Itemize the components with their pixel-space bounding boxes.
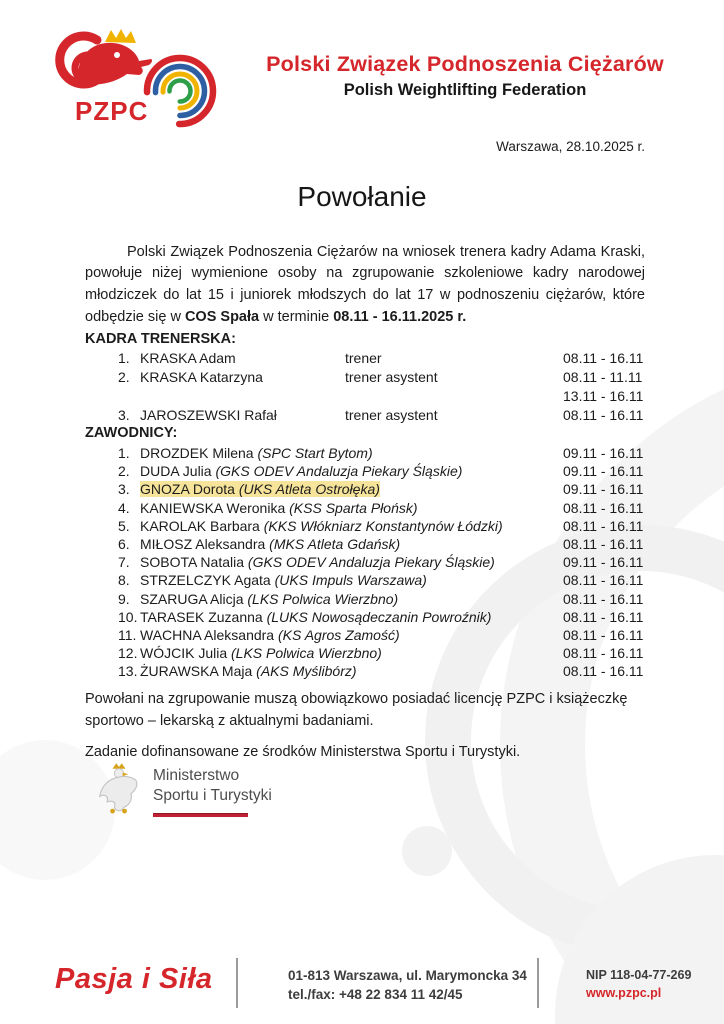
athlete-number: 5. — [118, 517, 130, 534]
license-note: Powołani na zgrupowanie muszą obowiązkowo posiadać licencję PZPC i książeczkę sportowo – lekarską z aktualnymi badaniami. — [85, 691, 628, 729]
intro-bold-dates: 08.11 - 16.11.2025 r. — [333, 308, 467, 325]
athlete-number: 4. — [118, 499, 130, 516]
athlete-dates: 09.11 - 16.11 — [563, 481, 644, 498]
document-title: Powołanie — [297, 181, 427, 212]
athlete-dates: 09.11 - 16.11 — [563, 445, 644, 461]
coach-dates-second: 13.11 - 16.11 — [563, 388, 644, 404]
intro-text: Polski Związek Podnoszenia Ciężarów na wniosek trenera kadry Adama Kraski, powołuje niżej wymienione osoby na zgrupowanie szkoleniowe kadry narodowej młodziczek do lat 15 i juniorek młodszych do lat 17 w podnoszeniu ciężarów, które odbędzie się w — [85, 243, 645, 325]
athlete-name: DUDA Julia — [140, 463, 212, 480]
footer-nip: NIP 118-04-77-269 — [586, 968, 692, 982]
ministry-logo — [96, 760, 272, 818]
funding-note: Zadanie dofinansowane ze środków Ministerstwa Sportu i Turystyki. — [85, 744, 521, 760]
athlete-dates: 08.11 - 16.11 — [563, 536, 644, 553]
athlete-number: 12. — [118, 645, 138, 662]
coach-name: KRASKA Katarzyna — [140, 369, 263, 385]
footer-address-line1: 01-813 Warszawa, ul. Marymoncka 34 — [288, 968, 527, 983]
athlete-club: (SPC Start Bytom) — [257, 445, 373, 461]
athlete-dates: 09.11 - 16.11 — [563, 554, 644, 571]
coach-number: 2. — [118, 369, 130, 385]
athlete-dates: 08.11 - 16.11 — [563, 645, 644, 662]
athlete-number: 9. — [118, 590, 130, 607]
footer-address — [288, 966, 527, 1004]
athlete-club: (GKS ODEV Andaluzja Piekary Śląskie) — [215, 463, 463, 480]
coach-number: 1. — [118, 350, 130, 366]
athlete-name: STRZELCZYK Agata — [140, 572, 271, 589]
athlete-dates: 08.11 - 16.11 — [563, 627, 644, 644]
athlete-dates: 08.11 - 16.11 — [563, 572, 644, 589]
athlete-club: (MKS Atleta Gdańsk) — [269, 536, 401, 553]
athlete-club: (KS Agros Zamość) — [277, 627, 400, 644]
ministry-name — [153, 760, 272, 817]
pzpc-logo-text: PZPC — [75, 96, 149, 126]
athlete-entry — [140, 553, 563, 571]
intro-paragraph — [85, 242, 645, 329]
coach-role: trener asystent — [345, 407, 438, 423]
athlete-entry — [140, 571, 563, 589]
coach-number: 3. — [118, 407, 130, 423]
ministry-name-line2: Sportu i Turystyki — [153, 787, 272, 804]
athlete-dates: 09.11 - 16.11 — [563, 463, 644, 480]
coach-name: JAROSZEWSKI Rafał — [140, 407, 277, 423]
athletes-list — [85, 444, 645, 681]
athlete-entry — [140, 590, 563, 608]
coach-name: KRASKA Adam — [140, 350, 236, 366]
intro-text-2: w terminie — [259, 308, 334, 325]
athlete-entry — [140, 462, 563, 480]
date-line: Warszawa, 28.10.2025 r. — [496, 139, 645, 154]
ministry-eagle-icon — [96, 760, 142, 818]
athlete-dates: 08.11 - 16.11 — [563, 517, 644, 534]
coaches-heading: KADRA TRENERSKA: — [85, 331, 236, 347]
footer-slogan: Pasja i Siła — [55, 963, 213, 995]
athlete-name: SOBOTA Natalia — [140, 554, 245, 571]
athlete-entry — [140, 608, 563, 626]
athlete-club: (LUKS Nowosądeczanin Powroźnik) — [266, 608, 492, 625]
athletes-section — [85, 424, 645, 681]
athlete-entry — [140, 517, 563, 535]
athlete-number: 11. — [118, 627, 137, 644]
pzpc-logo-icon — [45, 28, 217, 132]
athlete-club: (KSS Sparta Płońsk) — [289, 499, 418, 516]
athlete-entry — [140, 626, 563, 644]
closing-notes — [85, 688, 645, 763]
footer-website-link: www.pzpc.pl — [586, 986, 662, 1000]
athlete-number: 3. — [118, 481, 130, 498]
coach-dates: 08.11 - 16.11 — [563, 407, 644, 423]
athlete-club: (UKS Impuls Warszawa) — [274, 572, 427, 589]
athlete-number: 1. — [118, 445, 130, 461]
athlete-dates: 08.11 - 16.11 — [563, 590, 644, 607]
athlete-entry — [140, 535, 563, 553]
intro-bold-location: COS Spała — [184, 308, 260, 325]
coach-role: trener — [345, 350, 382, 366]
athlete-name: DROZDEK Milena — [140, 445, 254, 461]
athlete-entry — [140, 644, 563, 662]
athlete-dates: 08.11 - 16.11 — [563, 499, 644, 516]
athlete-club: (LKS Polwica Wierzbno) — [247, 590, 399, 607]
athlete-name: ŻURAWSKA Maja — [140, 663, 253, 680]
footer-divider — [236, 958, 238, 1008]
athlete-club: (LKS Polwica Wierzbno) — [231, 645, 382, 662]
coaches-section — [85, 330, 645, 425]
athlete-number: 7. — [118, 554, 130, 571]
coach-dates: 08.11 - 16.11 — [563, 350, 644, 366]
athlete-dates: 08.11 - 16.11 — [563, 608, 644, 625]
org-name-english: Polish Weightlifting Federation — [343, 81, 587, 99]
footer-nip-block — [586, 966, 691, 1002]
athlete-highlighted-entry — [140, 481, 380, 497]
athlete-entry — [140, 444, 563, 462]
athlete-number: 8. — [118, 572, 130, 589]
athlete-name: SZARUGA Alicja — [140, 590, 244, 607]
athlete-number: 13. — [118, 663, 138, 680]
org-name-polish: Polski Związek Podnoszenia Ciężarów — [266, 52, 664, 76]
athlete-name: TARASEK Zuzanna — [140, 608, 263, 625]
athlete-club: (UKS Atleta Ostrołęka) — [238, 481, 380, 498]
athlete-entry — [140, 480, 563, 498]
coach-dates: 08.11 - 11.11 — [563, 369, 643, 385]
athlete-name: KAROLAK Barbara — [140, 517, 260, 534]
athlete-number: 2. — [118, 463, 130, 480]
athlete-name: GNOZA Dorota — [140, 481, 235, 498]
spacer — [118, 387, 563, 406]
athletes-heading: ZAWODNICY: — [85, 425, 178, 441]
footer-address-line2: tel./fax: +48 22 834 11 42/45 — [288, 987, 463, 1002]
athlete-name: KANIEWSKA Weronika — [140, 499, 286, 516]
ministry-red-underline — [153, 813, 248, 817]
athlete-club: (AKS Myślibórz) — [256, 663, 357, 680]
footer-divider — [537, 958, 539, 1008]
coaches-list — [85, 349, 645, 425]
ministry-name-line1: Ministerstwo — [153, 767, 240, 784]
athlete-club: (GKS ODEV Andaluzja Piekary Śląskie) — [247, 554, 495, 571]
athlete-name: MIŁOSZ Aleksandra — [140, 536, 266, 553]
athlete-entry — [140, 662, 563, 680]
watermark-dot — [402, 826, 452, 876]
athlete-name: WÓJCIK Julia — [140, 645, 228, 662]
athlete-number: 6. — [118, 536, 130, 553]
athlete-name: WACHNA Aleksandra — [140, 627, 275, 644]
athlete-club: (KKS Włókniarz Konstantynów Łódzki) — [263, 517, 503, 534]
coach-role: trener asystent — [345, 369, 438, 385]
athlete-dates: 08.11 - 16.11 — [563, 663, 644, 680]
athlete-entry — [140, 499, 563, 517]
athlete-number: 10. — [118, 608, 138, 625]
letterhead — [250, 52, 680, 100]
